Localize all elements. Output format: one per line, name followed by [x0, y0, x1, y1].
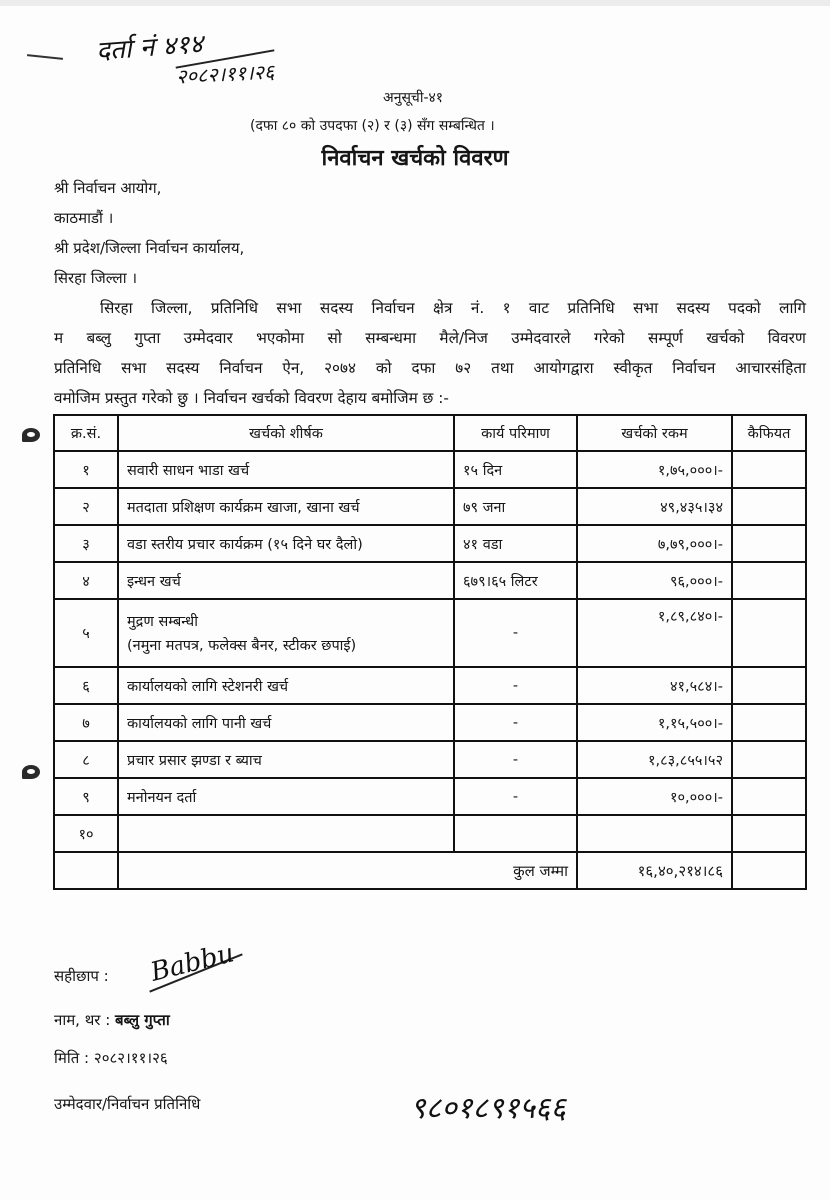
date-row [54, 1048, 168, 1068]
serial-cell: ३ [54, 525, 118, 562]
date-label: मिति : [54, 1049, 90, 1067]
table-row [54, 562, 806, 599]
amount-cell: ७,७९,०००।- [577, 525, 732, 562]
table-row [54, 667, 806, 704]
paragraph-line: प्रतिनिधि सभा सदस्य निर्वाचन ऐन, २०७४ को दफा ७२ तथा आयोगद्वारा स्वीकृत निर्वाचन आचारसंहिता [54, 359, 806, 377]
total-remarks-cell [732, 852, 806, 889]
expense-title-cell [118, 778, 454, 815]
expense-subtitle: (नमुना मतपत्र, फलेक्स बैनर, स्टीकर छपाई) [127, 638, 357, 654]
table-row [54, 599, 806, 667]
col-header-remarks: कैफियत [732, 415, 806, 451]
addressee-line-3: श्री प्रदेश/जिल्ला निर्वाचन कार्यालय, [54, 239, 245, 257]
amount-cell: १,१५,५००।- [577, 704, 732, 741]
remarks-cell [732, 815, 806, 852]
serial-cell: ६ [54, 667, 118, 704]
remarks-cell [732, 451, 806, 488]
quantity-cell: - [454, 778, 577, 815]
expense-title: वडा स्तरीय प्रचार कार्यक्रम (१५ दिने घर दैलो) [127, 536, 363, 553]
expense-table [53, 414, 807, 890]
top-edge [0, 0, 830, 6]
expense-title-cell [118, 451, 454, 488]
remarks-cell [732, 704, 806, 741]
punch-hole-mark-icon [22, 765, 40, 779]
amount-cell: ४१,५८४।- [577, 667, 732, 704]
remarks-cell [732, 599, 806, 667]
legal-reference: (दफा ८० को उपदफा (२) र (३) सँग सम्बन्धित । [250, 118, 495, 134]
amount-cell: ४९,४३५।३४ [577, 488, 732, 525]
expense-title: सवारी साधन भाडा खर्च [127, 462, 250, 479]
total-row [54, 852, 806, 889]
date-value: २०८२।११।२६ [93, 1049, 168, 1067]
serial-cell: ९ [54, 778, 118, 815]
schedule-number: अनुसूची-४१ [383, 90, 444, 106]
remarks-cell [732, 741, 806, 778]
body-paragraph [54, 293, 806, 413]
paragraph-line: सिरहा जिल्ला, प्रतिनिधि सभा सदस्य निर्वाचन क्षेत्र नं. १ वाट प्रतिनिधि सभा सदस्य पदको लागि [100, 299, 806, 317]
expense-title: प्रचार प्रसार झण्डा र ब्याच [127, 752, 262, 769]
quantity-cell: - [454, 599, 577, 667]
remarks-cell [732, 525, 806, 562]
table-row [54, 525, 806, 562]
table-row [54, 451, 806, 488]
expense-title-cell [118, 525, 454, 562]
quantity-cell: १५ दिन [454, 451, 577, 488]
addressee-line-1: श्री निर्वाचन आयोग, [54, 179, 162, 197]
col-header-amount: खर्चको रकम [577, 415, 732, 451]
expense-title: कार्यालयको लागि पानी खर्च [127, 715, 272, 732]
signature-label: सहीछाप : [54, 967, 109, 985]
quantity-cell: - [454, 704, 577, 741]
paragraph-line: वमोजिम प्रस्तुत गरेको छु । निर्वाचन खर्चको विवरण देहाय बमोजिम छ :- [54, 389, 449, 407]
expense-title: इन्धन खर्च [127, 573, 181, 590]
expense-title-cell [118, 741, 454, 778]
expense-title: मतदाता प्रशिक्षण कार्यक्रम खाजा, खाना खर्च [127, 499, 360, 516]
expense-title: मुद्रण सम्बन्धी [127, 614, 198, 630]
total-amount: १६,४०,२१४।८६ [577, 852, 732, 889]
remarks-cell [732, 562, 806, 599]
handwritten-dash [27, 54, 63, 60]
serial-cell: ८ [54, 741, 118, 778]
punch-hole-mark-icon [22, 428, 40, 442]
col-header-quantity: कार्य परिमाण [454, 415, 577, 451]
expense-title-cell [118, 488, 454, 525]
document-title: निर्वाचन खर्चको विवरण [321, 146, 509, 171]
table-header-row [54, 415, 806, 451]
handwritten-registration-number: दर्ता नं ४१४ [95, 29, 204, 67]
amount-cell: ९६,०००।- [577, 562, 732, 599]
handwritten-registration-date: २०८२।११।२६ [175, 59, 275, 89]
table-row [54, 741, 806, 778]
expense-title-cell [118, 562, 454, 599]
quantity-cell: - [454, 667, 577, 704]
amount-cell: १,८३,८५५।५२ [577, 741, 732, 778]
serial-cell: १० [54, 815, 118, 852]
expense-title-cell [118, 815, 454, 852]
amount-cell: १,७५,०००।- [577, 451, 732, 488]
expense-title-cell [118, 599, 454, 667]
table-row [54, 704, 806, 741]
table-row [54, 778, 806, 815]
expense-title: कार्यालयको लागि स्टेशनरी खर्च [127, 678, 289, 695]
serial-cell: ७ [54, 704, 118, 741]
serial-cell: १ [54, 451, 118, 488]
name-label: नाम, थर : [54, 1011, 111, 1029]
signature-scrawl: Babbu [147, 938, 238, 988]
expense-title-cell [118, 667, 454, 704]
quantity-cell: ७९ जना [454, 488, 577, 525]
handwritten-phone-number: ९८०१८९१५६६ [410, 1091, 566, 1126]
remarks-cell [732, 488, 806, 525]
table-row [54, 488, 806, 525]
amount-cell: १,८९,८४०।- [577, 599, 732, 667]
quantity-cell: ६७९।६५ लिटर [454, 562, 577, 599]
addressee-line-2: काठमाडौं । [54, 209, 114, 227]
quantity-cell: - [454, 741, 577, 778]
name-value: बब्लु गुप्ता [115, 1011, 170, 1029]
expense-title-cell [118, 704, 454, 741]
total-label: कुल जम्मा [118, 852, 577, 889]
expense-title: मनोनयन दर्ता [127, 789, 197, 806]
name-row [54, 1010, 170, 1030]
signer-role: उम्मेदवार/निर्वाचन प्रतिनिधि [54, 1095, 201, 1113]
quantity-cell: ४१ वडा [454, 525, 577, 562]
amount-cell: १०,०००।- [577, 778, 732, 815]
addressee-line-4: सिरहा जिल्ला । [54, 269, 138, 287]
paragraph-line: म बब्लु गुप्ता उम्मेदवार भएकोमा सो सम्बन्धमा मैले/निज उम्मेदवारले गरेको सम्पूर्ण खर्चको विवरण [54, 329, 806, 347]
quantity-cell [454, 815, 577, 852]
serial-cell: २ [54, 488, 118, 525]
total-blank-cell [54, 852, 118, 889]
col-header-expense-title: खर्चको शीर्षक [118, 415, 454, 451]
serial-cell: ५ [54, 599, 118, 667]
amount-cell [577, 815, 732, 852]
remarks-cell [732, 667, 806, 704]
remarks-cell [732, 778, 806, 815]
col-header-serial: क्र.सं. [54, 415, 118, 451]
table-row [54, 815, 806, 852]
serial-cell: ४ [54, 562, 118, 599]
